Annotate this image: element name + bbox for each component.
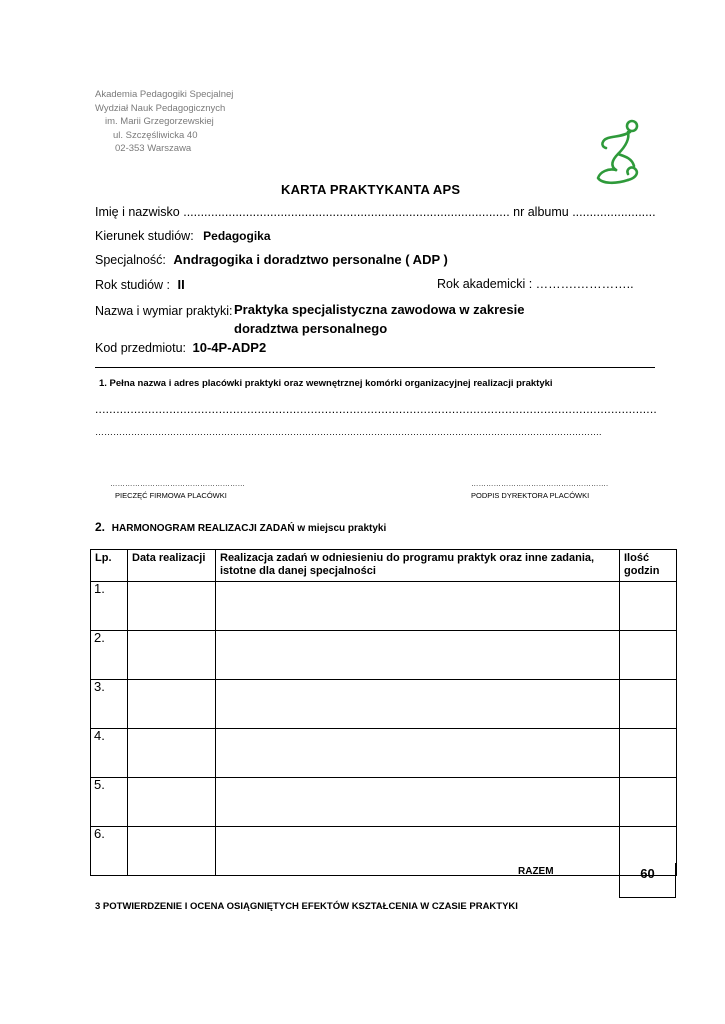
name-album-field: Imię i nazwisko .............................................................................................. nr albumu ........................ (95, 205, 656, 219)
hours-cell[interactable] (620, 680, 677, 729)
row-number: 4. (91, 729, 128, 778)
table-row (91, 582, 677, 631)
date-cell[interactable] (128, 729, 216, 778)
table-row (91, 729, 677, 778)
placowka-dots-line2: ……………………………………………………………………………………………………………………………………………………. (95, 427, 602, 437)
date-cell[interactable] (128, 680, 216, 729)
signature-label: PODPIS DYREKTORA PLACÓWKI (471, 491, 590, 500)
column-header-realizacja: Realizacja zadań w odniesieniu do programu praktyk oraz inne zadania, istotne dla danej specjalności (216, 550, 620, 582)
table-row (91, 631, 677, 680)
section2-number: 2. (95, 520, 106, 534)
section3-heading: 3 POTWIERDZENIE I OCENA OSIĄGNIĘTYCH EFEKTÓW KSZTAŁCENIA W CZASIE PRAKTYKI (95, 901, 518, 912)
task-cell[interactable] (216, 729, 620, 778)
rok-studiow-value: II (177, 277, 185, 292)
kierunek-label: Kierunek studiów: (95, 229, 194, 243)
task-cell[interactable] (216, 680, 620, 729)
table-row (91, 827, 677, 876)
row-number: 5. (91, 778, 128, 827)
date-cell[interactable] (128, 631, 216, 680)
institution-name: Akademia Pedagogiki Specjalnej (95, 89, 234, 100)
hours-cell[interactable] (620, 778, 677, 827)
hours-cell[interactable] (620, 631, 677, 680)
table-header-row (91, 550, 677, 582)
section2-title: HARMONOGRAM REALIZACJI ZADAŃ w miejscu praktyki (111, 523, 387, 534)
task-cell[interactable] (216, 827, 620, 876)
task-cell[interactable] (216, 778, 620, 827)
kierunek-value: Pedagogika (203, 229, 271, 243)
aps-logo-icon (594, 118, 646, 190)
kod-row (95, 340, 266, 355)
section1-heading: 1. Pełna nazwa i adres placówki praktyki oraz wewnętrznej komórki organizacyjnej realizacji praktyki (99, 378, 553, 389)
rok-studiow-row (95, 277, 185, 292)
task-cell[interactable] (216, 582, 620, 631)
row-number: 1. (91, 582, 128, 631)
date-cell[interactable] (128, 582, 216, 631)
faculty-name: Wydział Nauk Pedagogicznych (95, 102, 226, 114)
postal-city: 02-353 Warszawa (115, 143, 192, 154)
signature-dots: ………………………………………………. (471, 479, 609, 488)
praktyka-value-line2: doradztwa personalnego (234, 321, 388, 336)
row-number: 2. (91, 631, 128, 680)
specjalnosc-value: Andragogika i doradztwo personalne ( ADP ) (173, 252, 448, 267)
praktyka-value-line1: Praktyka specjalistyczna zawodowa w zakresie (234, 302, 525, 317)
hours-cell[interactable] (620, 729, 677, 778)
rok-akademicki-field: Rok akademicki : ……….………….. (437, 277, 634, 291)
institution-address (95, 88, 255, 156)
document-title: KARTA PRAKTYKANTA APS (281, 182, 461, 197)
column-header-data: Data realizacji (128, 550, 216, 582)
date-cell[interactable] (128, 778, 216, 827)
table-row (91, 680, 677, 729)
stamp-dots: ……………………………………………… (110, 479, 245, 488)
section2-heading (95, 520, 386, 534)
total-label: RAZEM (518, 866, 554, 877)
stamp-label: PIECZĘĆ FIRMOWA PLACÓWKI (115, 491, 227, 500)
date-cell[interactable] (128, 827, 216, 876)
rok-studiow-label: Rok studiów : (95, 278, 171, 292)
praktyka-label: Nazwa i wymiar praktyki: (95, 304, 233, 318)
total-hours-value: 60 (619, 863, 676, 898)
street-address: ul. Szczęśliwicka 40 (113, 129, 198, 141)
kod-value: 10-4P-ADP2 (192, 340, 267, 355)
placowka-dots-line1: ............................................................................................................................................................... (95, 402, 657, 416)
column-header-lp: Lp. (91, 550, 128, 582)
table-row (91, 778, 677, 827)
kierunek-row (95, 229, 271, 243)
header-divider (95, 367, 655, 368)
column-header-ilosc: Ilość godzin (620, 550, 677, 582)
row-number: 3. (91, 680, 128, 729)
specjalnosc-row (95, 252, 448, 267)
hours-cell[interactable] (620, 582, 677, 631)
patron-name: im. Marii Grzegorzewskiej (105, 116, 214, 127)
kod-label: Kod przedmiotu: (95, 341, 187, 355)
specjalnosc-label: Specjalność: (95, 253, 166, 267)
harmonogram-table (90, 549, 677, 876)
task-cell[interactable] (216, 631, 620, 680)
row-number: 6. (91, 827, 128, 876)
